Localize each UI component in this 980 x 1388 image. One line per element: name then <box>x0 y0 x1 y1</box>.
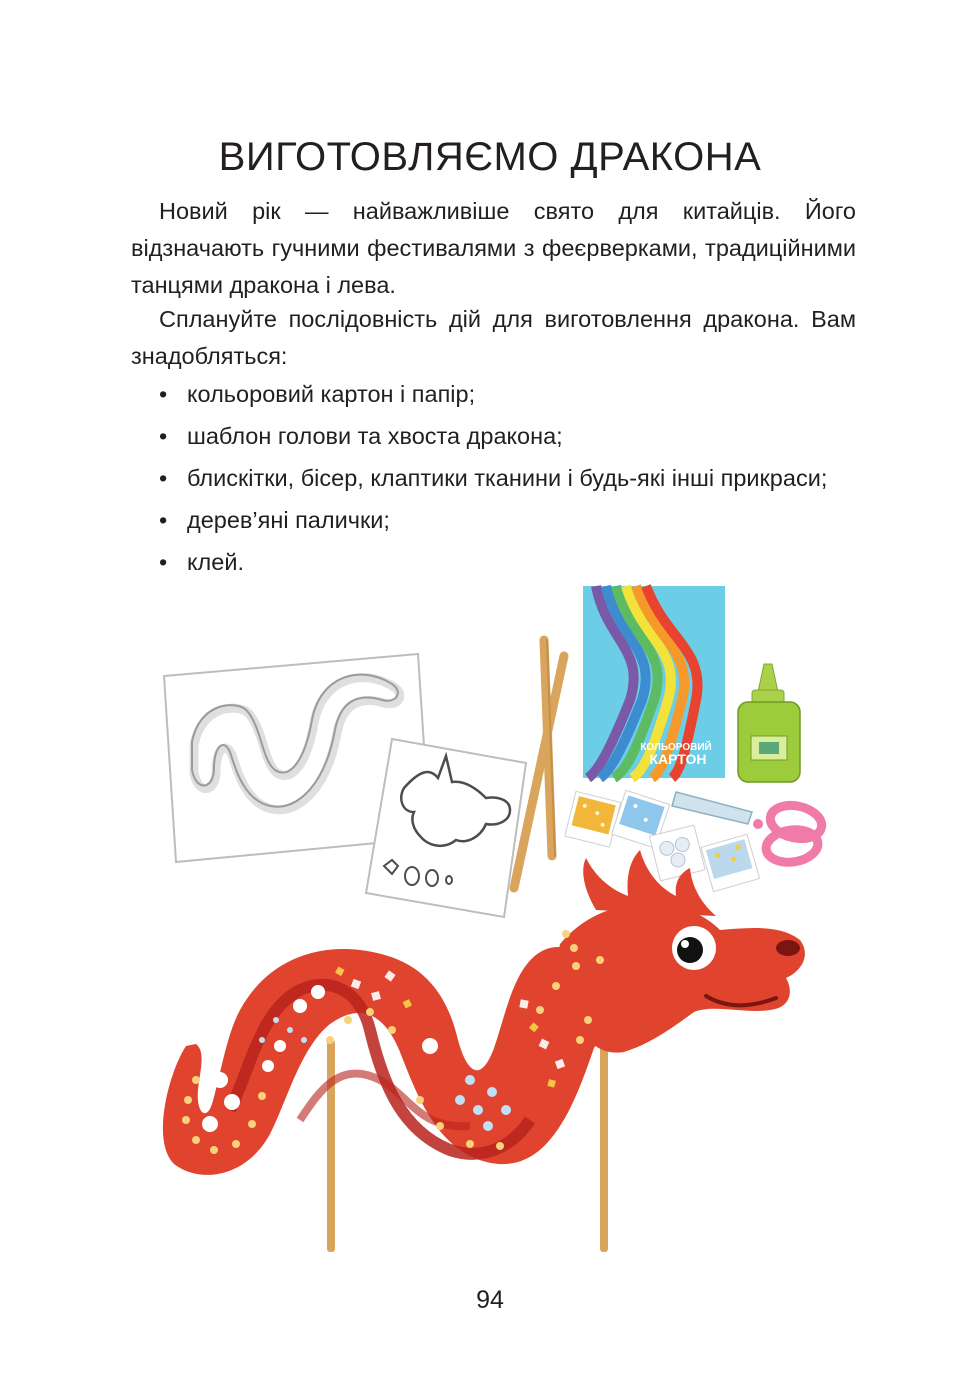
page-number: 94 <box>476 1286 504 1314</box>
cardboard-label-line1: КОЛЬОРОВИЙ <box>640 742 712 753</box>
materials-item: • клей. <box>131 544 856 581</box>
instruction-paragraph: Сплануйте послідовність дій для виготовлення дракона. Вам знадобляться: <box>131 306 856 369</box>
colored-cardboard-pack <box>583 586 725 778</box>
head-template-sheet <box>366 739 526 917</box>
materials-item: • шаблон голови та хвоста дракона; <box>131 418 856 455</box>
materials-item: • кольоровий картон і папір; <box>131 376 856 413</box>
cardboard-label-line2: КАРТОН <box>649 751 707 767</box>
intro-paragraph: Новий рік — найважливіше свято для китайців. Його відзначають гучними фестивалями з феєрверками, традиційними танцями дракона і лева. <box>131 198 856 298</box>
materials-item: • дерев’яні палички; <box>131 502 856 539</box>
glue-bottle <box>738 664 800 782</box>
materials-item: • блискітки, бісер, клаптики тканини і будь-які інші прикраси; <box>131 460 856 497</box>
dragon-stick <box>600 1030 608 1252</box>
page-title: ВИГОТОВЛЯЄМО ДРАКОНА <box>218 134 762 179</box>
dragon-stick <box>327 1040 335 1252</box>
